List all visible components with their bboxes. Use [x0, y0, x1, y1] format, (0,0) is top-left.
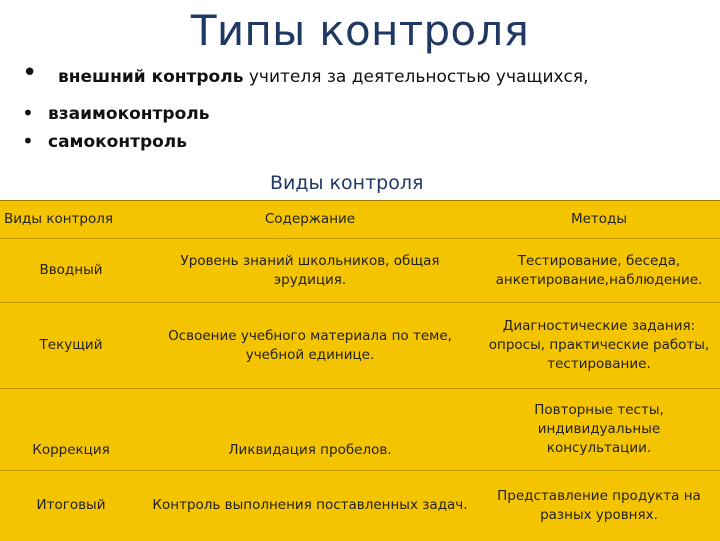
table-header-row [0, 201, 720, 239]
table-row [0, 389, 720, 471]
table-cell-methods: Диагностические задания: опросы, практические работы, тестирование. [488, 318, 710, 372]
table-cell-content: Освоение учебного материала по теме, учебной единице. [168, 327, 452, 363]
bullet-term-external-control: внешний контроль [58, 67, 244, 87]
table-cell-type: Коррекция [32, 442, 110, 458]
table-row [0, 471, 720, 540]
table-cell-content: Контроль выполнения поставленных задач. [152, 497, 468, 513]
bullet-term-self-control: самоконтроль [48, 132, 187, 152]
header-cell-content: Содержание [264, 211, 356, 227]
bullet-item-mutual-control [22, 100, 712, 128]
bullet-list [22, 60, 712, 156]
bullet-item-external-control [22, 60, 712, 100]
header-cell-type: Виды контроля [4, 211, 114, 227]
bullet-term-mutual-control: взаимоконтроль [48, 104, 210, 124]
table-cell-methods: Повторные тесты, индивидуальные консультации. [534, 402, 664, 456]
header-cell-methods: Методы [570, 211, 628, 227]
bullet-item-self-control [22, 128, 712, 156]
table-cell-type: Вводный [39, 262, 103, 278]
bullet-dot-icon: • [22, 129, 34, 153]
table-row [0, 303, 720, 389]
table-title: Виды контроля [270, 172, 424, 194]
bullet-text-external-control: учителя за деятельностью учащихся, [243, 67, 589, 87]
control-types-table [0, 200, 720, 541]
slide-title: Типы контроля [190, 6, 530, 55]
bullet-dot-icon: • [22, 58, 38, 88]
table-cell-content: Ликвидация пробелов. [228, 442, 392, 458]
table-cell-methods: Тестирование, беседа, анкетирование,наблюдение. [495, 252, 703, 288]
table-row [0, 239, 720, 303]
table-cell-content: Уровень знаний школьников, общая эрудиция. [180, 252, 440, 288]
bullet-dot-icon: • [22, 101, 34, 125]
table-cell-type: Текущий [39, 337, 103, 353]
table-cell-methods: Представление продукта на разных уровнях. [497, 487, 701, 523]
table-cell-type: Итоговый [36, 497, 106, 513]
